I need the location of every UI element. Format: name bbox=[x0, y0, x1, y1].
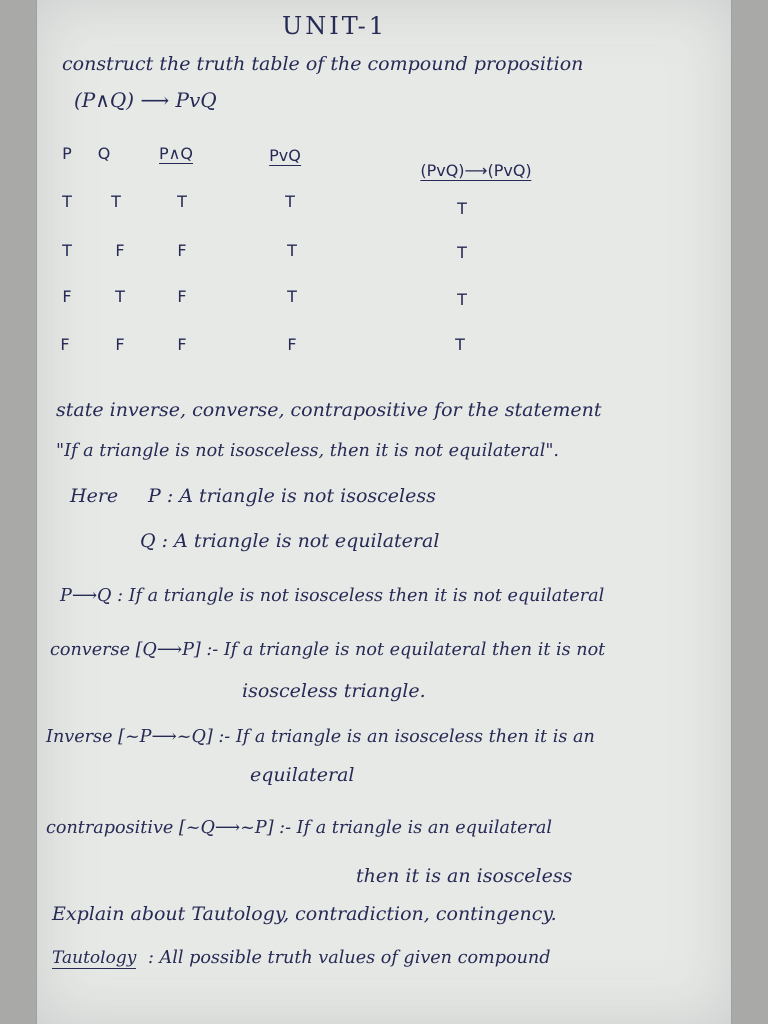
inverse-line-1: Inverse [~P⟶~Q] :- If a triangle is an isosceless then it is an bbox=[46, 727, 595, 747]
table-cell: T bbox=[285, 192, 295, 211]
implication-line: P⟶Q : If a triangle is not isosceless then it is not equilateral bbox=[60, 586, 605, 606]
converse-line-2: isosceless triangle. bbox=[242, 680, 426, 702]
table-cell: F bbox=[115, 335, 125, 354]
table-cell: T bbox=[111, 192, 121, 211]
question-1-line-1: construct the truth table of the compound proposition bbox=[62, 53, 584, 75]
table-cell: T bbox=[177, 192, 187, 211]
question-2-line-1: state inverse, converse, contrapositive for the statement bbox=[56, 399, 602, 421]
inverse-line-2: equilateral bbox=[250, 764, 355, 786]
table-cell: F bbox=[115, 241, 125, 260]
question-1-line-2: (P∧Q) ⟶ PvQ bbox=[74, 88, 217, 112]
converse-line-1: converse [Q⟶P] :- If a triangle is not equilateral then it is not bbox=[50, 640, 606, 660]
table-cell: F bbox=[60, 335, 70, 354]
page-title: UNIT-1 bbox=[282, 12, 387, 40]
contrapositive-line-2: then it is an isosceless bbox=[356, 865, 573, 887]
table-header-result: (PvQ)⟶(PvQ) bbox=[420, 161, 532, 180]
table-cell: F bbox=[287, 335, 297, 354]
question-3-line-1: Explain about Tautology, contradiction, contingency. bbox=[52, 903, 557, 925]
table-cell: F bbox=[177, 287, 187, 306]
table-cell: F bbox=[62, 287, 72, 306]
table-header-q: Q bbox=[97, 144, 111, 163]
q-definition: Q : A triangle is not equilateral bbox=[140, 530, 440, 552]
table-cell: T bbox=[62, 192, 72, 211]
contrapositive-line-1: contrapositive [~Q⟶~P] :- If a triangle is an equilateral bbox=[46, 818, 553, 838]
question-2-statement: "If a triangle is not isosceless, then it is not equilateral". bbox=[56, 441, 560, 461]
table-header-p: P bbox=[62, 144, 72, 163]
table-cell: F bbox=[177, 335, 187, 354]
table-header-p-or-q: PvQ bbox=[269, 146, 301, 165]
table-cell: F bbox=[177, 241, 187, 260]
tautology-term: Tautology bbox=[52, 948, 137, 968]
table-cell: T bbox=[287, 241, 297, 260]
notebook-page bbox=[36, 0, 732, 1024]
table-cell: T bbox=[455, 335, 465, 354]
table-cell: T bbox=[457, 290, 467, 309]
table-header-p-and-q: P∧Q bbox=[159, 144, 193, 163]
table-cell: T bbox=[115, 287, 125, 306]
table-cell: T bbox=[62, 241, 72, 260]
table-cell: T bbox=[287, 287, 297, 306]
here-label: Here bbox=[70, 485, 119, 507]
table-cell: T bbox=[457, 243, 467, 262]
p-definition: P : A triangle is not isosceless bbox=[148, 485, 436, 507]
tautology-definition: : All possible truth values of given compound bbox=[148, 948, 551, 968]
table-cell: T bbox=[457, 199, 467, 218]
